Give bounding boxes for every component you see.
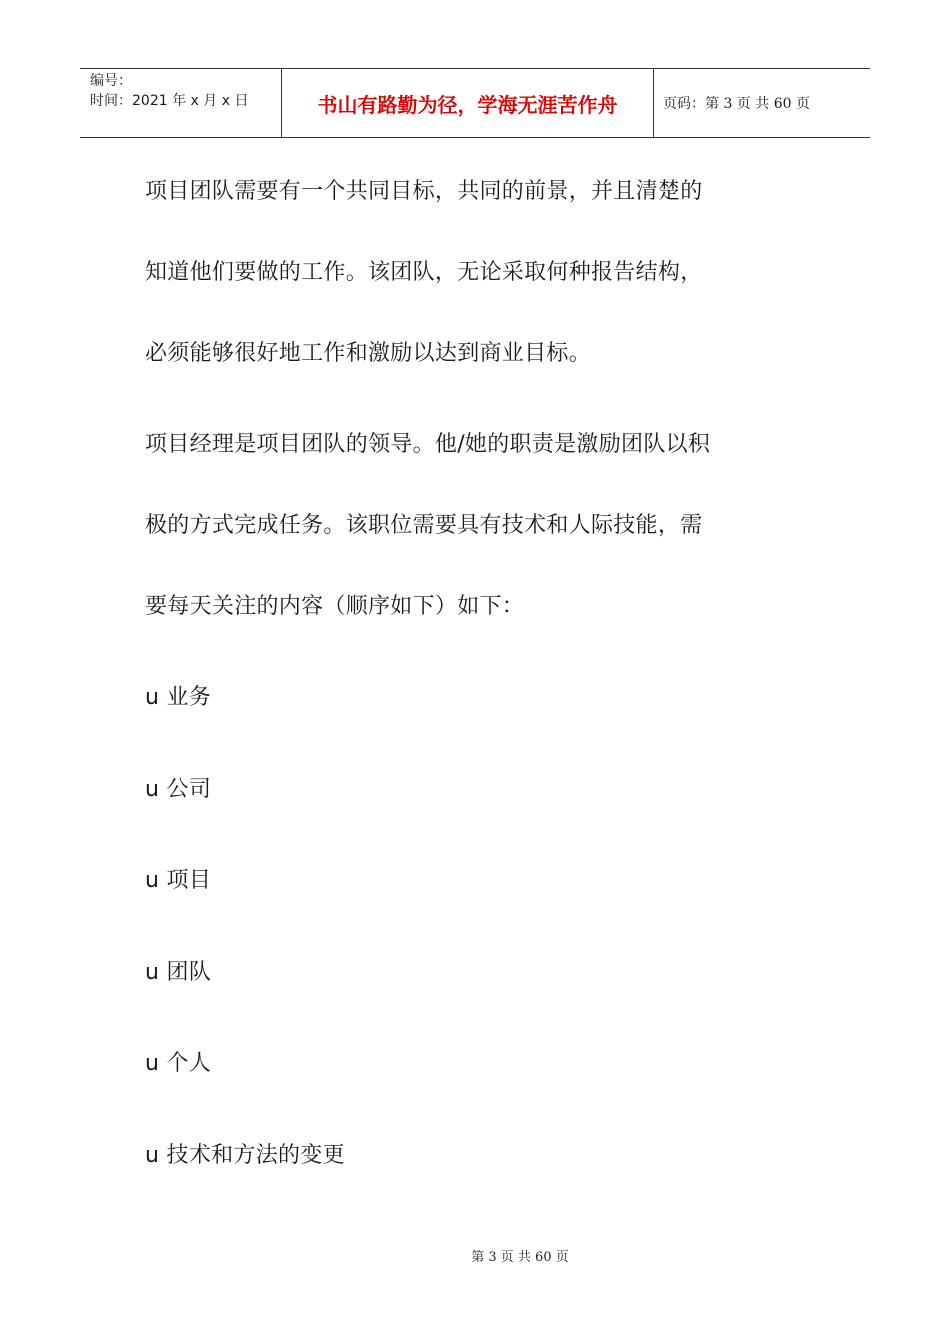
list-item: u 团队 — [145, 960, 212, 985]
body-line-1: 项目团队需要有一个共同目标，共同的前景，并且清楚的 — [145, 179, 703, 204]
date-label: 时间：2021 年 x 月 x 日 — [90, 93, 249, 109]
body-line-4: 项目经理是项目团队的领导。他/她的职责是激励团队以积 — [145, 432, 711, 457]
body-line-3: 必须能够很好地工作和激励以达到商业目标。 — [145, 341, 592, 366]
body-line-5: 极的方式完成任务。该职位需要具有技术和人际技能，需 — [145, 513, 703, 538]
list-item: u 公司 — [145, 777, 212, 802]
list-item: u 技术和方法的变更 — [145, 1143, 345, 1168]
list-item: u 业务 — [145, 685, 212, 710]
page-footer: 第 3 页 共 60 页 — [471, 1250, 569, 1265]
list-item: u 个人 — [145, 1051, 212, 1076]
body-line-2: 知道他们要做的工作。该团队，无论采取何种报告结构， — [145, 260, 703, 285]
number-label: 编号： — [90, 73, 132, 89]
header-motto: 书山有路勤为径，学海无涯苦作舟 — [282, 69, 654, 137]
body-line-6: 要每天关注的内容（顺序如下）如下： — [145, 594, 525, 619]
list-item: u 项目 — [145, 868, 212, 893]
header-page-info: 页码：第 3 页 共 60 页 — [663, 96, 810, 112]
header-meta — [80, 69, 282, 137]
page-header — [80, 68, 870, 138]
